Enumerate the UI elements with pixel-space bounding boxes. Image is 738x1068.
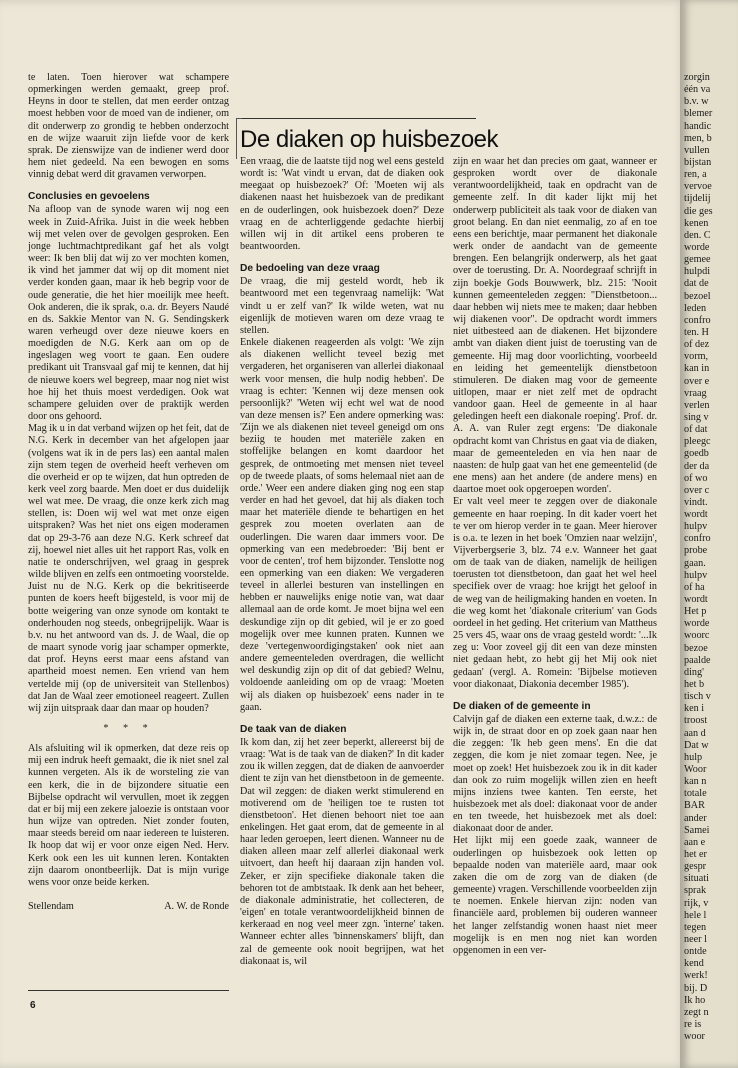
right-page-line: tegen xyxy=(684,921,707,933)
right-page-line: vorm, xyxy=(684,351,709,363)
right-page-line: goedb xyxy=(684,448,709,460)
right-page-line: kend xyxy=(684,958,704,970)
right-page-line: gemee xyxy=(684,254,711,266)
right-page-line: probe xyxy=(684,545,708,557)
right-page-line: sing v xyxy=(684,411,709,423)
col2-paragraph-1: Een vraag, die de laatste tijd nog wel eens gesteld wordt is: 'Wat vindt u ervan, dat de diaken ook meegaat op huisbezoek?' Of: 'Moeten wij als diakenen naast het huisbezoek van de predikant en de ouderlingen, ook huisbezoek doen?' Deze vraag en de achterliggende gedachte hierbij willen wij in dit artikel eens proberen te beantwoorden. xyxy=(240,156,444,253)
right-page xyxy=(680,0,738,1068)
right-page-line: of wo xyxy=(684,472,708,484)
right-page-line: BAR xyxy=(684,800,705,812)
right-page-line: bezoel xyxy=(684,290,711,302)
right-page-line: vervoe xyxy=(684,181,712,193)
right-page-line: neer l xyxy=(684,933,707,945)
col3-paragraph-4: Het lijkt mij een goede zaak, wanneer de ouderlingen op huisbezoek ook letten op bepaalde noden van materiële aard, maar ook zaken die om de zorg van de diaken (de gemeente) vragen. Verschillende voorbeelden zijn te noemen. Enkele hiervan zijn: noden van financiële aard, problemen bij ouderen wanneer het langer zelfstandig wonen haast niet meer mogelijk is en men nog niet kan worden opgenomen in een ver- xyxy=(453,835,657,956)
signature-name: A. W. de Ronde xyxy=(164,901,229,912)
signature-place: Stellendam xyxy=(28,901,74,912)
page-number: 6 xyxy=(30,1000,36,1011)
col3-paragraph-2: Er valt veel meer te zeggen over de diakonale gemeente en haar roeping. In dit kader voert het te ver om hierop verder in te gaan. Meer hierover is o.a. te lezen in het boek 'Omzien naar welzijn', Vijverbergserie 3, blz. 74 e.v. Wanneer het gaat om de taak van de diaken, namelijk de heiligen toerusten tot dienstbetoon, dan gaat het wel heel specifiek over de vraag: hoe krijgt het geloof in de weg van de heiligmaking handen en voeten. In die weg komt het 'diakonale criterium' van Gods oordeel in het geding. Het criterium van Mattheus 25 vers 45, waar ons de vraag gesteld wordt: '...Ik zeg u: Voor zoveel gij dit een van deze minsten niet gedaan hebt, zo hebt gij het Mij ook niet gedaan' (vergl. A. Romein: 'Bijbelse motieven voor diakonaat, Diakonia december 1985'). xyxy=(453,496,657,690)
right-page-line: bezoe xyxy=(684,642,708,654)
right-page-line: b.v. w xyxy=(684,96,709,108)
section-heading-taak: De taak van de diaken xyxy=(240,723,347,735)
right-page-line: verlen xyxy=(684,399,710,411)
section-heading-gemeente: De diaken of de gemeente in xyxy=(453,700,591,712)
right-page-line: Samei xyxy=(684,824,710,836)
right-page-line: aan e xyxy=(684,836,706,848)
column-3 xyxy=(453,156,657,957)
article-title: De diaken op huisbezoek xyxy=(240,126,499,153)
right-page-line: het er xyxy=(684,849,707,860)
col2-paragraph-3: Enkele diakenen reageerden als volgt: 'We zijn als diakenen wellicht teveel bezig met vergaderen, het organiseren van allerlei diakonaal werk voor mensen, die hulp nodig hebben'. De vraag is echter: 'Kennen wij deze mensen ook persoonlijk?' 'Weten wij echt wel wat de nood van deze mensen is?' Een andere opmerking was: 'Zijn we als diakenen niet teveel geneigd om ons beziig te houden met materiële zaken en stoffelijke belangen en komt daardoor het gesprek, de ontmoeting met mensen niet teveel op de tweede plaats, of soms helemaal niet aan de orde.' Weer een andere diaken ging nog een stap verder en had het gevoel, dat hij als diaken toch maar het materiële diende te behartigen en het gesprek zou moeten overlaten aan de ouderlingen. Die waren daar immers voor. De opmerking van een medebroeder: 'Bij bent er voor de centen', trof hem bijzonder. Tenslotte nog een opmerking van een diaken: We vergaderen teveel in allerlei besturen van instellingen en hebben er nauwelijks enige notie van, wat daar allemaal aan de orde komt. Je moet bijna wel een deskundige zijn op dit gebied, wil je er zo goed mogelijk over mee kunnen praten. Kunnen we deze 'vertegenwoordigingstaken' ook niet aan andere gemeenteleden overdragen, die wellicht wel deskundig zijn op dit of dat gebied? Welnu, voldoende aanleiding om op de vraag: 'Moeten wij als diaken op huisbezoek' eens nader in te gaan. xyxy=(240,337,444,713)
right-page-line: ren, a xyxy=(684,169,707,181)
right-page-line: totale xyxy=(684,788,707,800)
right-page-line: zorgin xyxy=(684,72,710,83)
col1-intro: te laten. Toen hierover wat schampere opmerkingen werden gemaakt, greep prof. Heyns in door te stellen, dat men eerder ontzag moest hebben voor de moed van de indiener, om dit onderwerp zo grondig te hebben onderzocht en de wijze waaruit zijn liefde voor de kerk sprak. De zienswijze van de indiener werd door hem niet gedeeld. Na een bewogen en soms vinnig debat werd dit gravamen verworpen. xyxy=(28,72,229,181)
right-page-line: dat de xyxy=(684,278,709,290)
right-page-line: vindt. xyxy=(684,496,708,508)
right-page-line: leden xyxy=(684,302,707,314)
right-page-line: het b xyxy=(684,679,705,691)
right-page-line: zegt n xyxy=(684,1006,709,1018)
right-page-line: kan in xyxy=(684,363,710,375)
right-page-line: vraag xyxy=(684,387,707,399)
col1-paragraph-1: Na afloop van de synode waren wij nog een week in Zuid-Afrika. Juist in die week hebben wij met velen over de gevolgen gesproken. Een jonge luchtmachtpredikant gaf het als volgt weer: Ik ben blij dat wij zo ver mochten komen, ik vind het jammer dat wij op dit moment niet verder konden gaan, maar ik heb begrip voor de oude generatie, die het hier moeilijk mee heeft. Ook anderen, die ik sprak, o.a. dr. Beyers Naudé en ds. Sakkie Mentor van N. G. Sendingskerk waren verheugd over deze nieuwe koers en moedigden de N.G. Kerk aan om op de ingeslagen weg voort te gaan. Een oudere predikant uit Transvaal gaf mij te kennen, dat hij de nieuwe koers wel begreep, maar nog niet wist hoe hij het thuis moest verdedigen. Ook wat schampere geluiden over de praktijk werden door ons gehoord. xyxy=(28,204,229,423)
right-page-line: ken i xyxy=(684,703,705,715)
col3-paragraph-3: Calvijn gaf de diaken een externe taak, d.w.z.: de wijk in, de straat door en op zoek gaan naar hen die zeggen: 'Ik heb geen mens'. En die dat zeggen, die kom je niet zomaar tegen. Nee, je moet op zoek! Het huisbezoek zou ik in dit kader dan ook zo ruim mogelijk willen zien en heeft mijns inziens twee kanten. Ten eerste, het huisbezoek met als doel: diakonaat voor de ander en ten tweede, het huisbezoek met als doel: diakonaat door de ander. xyxy=(453,713,657,835)
right-page-line: aan d xyxy=(684,727,706,739)
right-page-line: paalde xyxy=(684,654,711,666)
right-page-line: gaan. xyxy=(684,557,706,569)
bottom-rule xyxy=(28,990,229,991)
right-page-line: worde xyxy=(684,241,710,253)
right-page-line: ontde xyxy=(684,946,707,958)
right-page-line: ding' xyxy=(684,666,704,678)
right-page-line: woorc xyxy=(684,630,710,642)
section-heading-conclusies: Conclusies en gevoelens xyxy=(28,191,150,203)
right-page-line: re is xyxy=(684,1018,702,1030)
right-page-line: over c xyxy=(684,484,710,496)
right-page-line: wordt xyxy=(684,509,708,521)
right-page-line: Woor xyxy=(684,764,707,776)
right-page-line: gespr xyxy=(684,861,707,873)
right-page-line: Het p xyxy=(684,606,707,618)
right-page-line: tijdelij xyxy=(684,193,711,205)
signature xyxy=(28,901,229,913)
right-page-line: woor xyxy=(684,1031,705,1043)
right-page-line: tisch v xyxy=(684,691,711,703)
right-page-line: kenen xyxy=(684,217,709,229)
column-2 xyxy=(240,156,444,968)
right-page-line: wordt xyxy=(684,594,708,606)
right-page-line: confro xyxy=(684,533,711,545)
right-page-line: blemer xyxy=(684,108,713,120)
right-page-line: sprak xyxy=(684,885,707,897)
col3-paragraph-1: zijn en waar het dan precies om gaat, wanneer er gesproken wordt over de diakonale verantwoordelijkheid, taak en opdracht van de gemeente zelf. In dit kader lijkt mij het onderwerp publiciteit als taak voor de diaken van groot belang. En dan niet eenmalig, zo af en toe eens een berichtje, maar permanent het diakonale werk onder de aandacht van de gemeente brengen. Een belangrijk onderwerp, als het gaat over de toerusting. Dr. A. Noordegraaf schrijft in zijn boekje Gods Bouwwerk, blz. 215: 'Nooit kunnen gemeenteleden zeggen: "Dienstbetoon... daar hebben wij niets mee te maken; daar hebben wij diakenen voor". De opdracht wordt immers niet uitbesteed aan de diakenen. Het bijzondere ambt van diaken dient juist de toerusting van de gemeente. Hij mag door voorlichting, voorbeeld en leiding het gemeentelijk dienstbetoon stimuleren. De diaken mag voor de gemeente uitlopen, maar er niet zelf met de opdracht vandoor gaan. Heel de gemeente in al haar geledingen heeft een diakonale roeping'. Prof. dr. A. A. van Ruler zegt ergens: 'De diakonale opdracht komt van Christus en gaat via de diaken, maar de gemeenteleden en via hen naar de naasten: de hulp gaat van het ene gemeentelid (de ene mens) aan het andere (de andere mens) en daartoe moet ook opgeroepen worden'. xyxy=(453,156,657,496)
col1-paragraph-3: Als afsluiting wil ik opmerken, dat deze reis op mij een indruk heeft gemaakt, die ik niet snel zal kunnen vergeten. Als ik de worsteling zie van een kerk, die in de bijzondere situatie een Bijbelse opdracht wil vervullen, moet ik zeggen dat er bij mij een zekere jaloezie is ontstaan voor hun wijze van optreden. Niet zonder fouten, maar steeds bereid om naar iedereen te luisteren. Ik hoop dat wij er voor onze eigen Ned. Herv. Kerk ook een les uit kunnen leren. Kontakten zijn daarom onontbeerlijk. Dat is mijn vurige wens voor onze beide kerken. xyxy=(28,743,229,888)
right-page-line: hulpv xyxy=(684,569,708,581)
right-page-line: hele l xyxy=(684,909,707,921)
right-page-line: ander xyxy=(684,812,707,824)
right-page-line: bij. D xyxy=(684,982,708,994)
right-page-line: of ha xyxy=(684,581,705,593)
right-page-line: der da xyxy=(684,460,710,472)
right-page-line: of dez xyxy=(684,339,710,351)
col2-paragraph-4: Ik kom dan, zij het zeer beperkt, allereerst bij de vraag: 'Wat is de taak van de diaken?' In dit kader zou ik willen zeggen, dat de diaken de aanvoerder dient te zijn van het dienstbetoon in de gemeente. Dat wil zeggen: de diaken werkt stimulerend en motiverend om de 'heiligen toe te rusten tot dienstbetoon'. Het dienen behoort niet toe aan enkelingen. Het gaat erom, dat de gemeente in al haar leden geroepen, leert dienen. Wanneer nu de diaken alleen maar zelf allerlei diakonaal werk uitvoert, dan heeft hij daaraan zijn handen vol. Zeker, er zijn specifieke diakonale taken die behoren tot de ambtstaak. Ik denk aan het beheer, de diakonale administratie, het collecteren, de 'eigen' en totale verantwoordelijkheid binnen de kerkeraad en nog veel meer zgn. 'interne' taken. Wanneer echter alles 'binnenskamers' blijft, dan zal de gemeente ook nooit begrijpen, wat het diakonaat is, wil xyxy=(240,736,444,967)
right-page-line: die ges xyxy=(684,205,713,217)
col1-paragraph-2: Mag ik u in dat verband wijzen op het feit, dat de N.G. Kerk in december van het afgelopen jaar (volgens wat ik in de pers las) een aantal malen zijn stem tegen de overheid heeft verheven om die overheid er op te wijzen, dat hun optreden de kerk veel zorg baarde. Men doet er dus duidelijk wel wat mee. De vraag, die onze kerk zich mag stellen, is: Doen wij wel wat met onze eigen uitspraken? Was het niet ons eigen moderamen dat op 29-3-76 aan deze N.G. Kerk schreef dat zij, hoewel niet alles uit het rapport Ras, volk en natie te onderschrijven, wel graag in gesprek wilde blijven en zelfs een ontmoeting voorstelde. Juist nu de N.G. Kerk op die bekritiseerde punten de koers heeft bijgesteld, is voor mij de botte weigering van onze synode om kontakt te onderhouden nog steeds, onbegrijpelijk. Waar is b.v. nu het antwoord van ds. J. de Waal, die op de maart synode vorig jaar schamper opmerkte, dat prof. Heyns eerst maar eens afstand van apartheid moest nemen. Een vriend van hem vertelde mij (op de universiteit van Stellenbos) dat Jan de Waal zeer emotioneel reageert. Zullen wij zijn uitspraak daar dan maar op houden? xyxy=(28,423,229,714)
right-page-line: hulpdi xyxy=(684,266,711,278)
right-page-line: Dat w xyxy=(684,739,709,751)
right-page-line: hulp xyxy=(684,751,703,763)
right-page-line: rijk, v xyxy=(684,897,709,909)
right-page-fragments xyxy=(684,72,738,1043)
right-page-line: hulpv xyxy=(684,521,708,533)
right-page-line: één va xyxy=(684,84,711,96)
right-page-line: over e xyxy=(684,375,710,387)
right-page-line: ten. H xyxy=(684,326,709,338)
right-page-line: den. C xyxy=(684,229,711,241)
right-page-line: situati xyxy=(684,873,709,885)
col2-paragraph-2: De vraag, die mij gesteld wordt, heb ik beantwoord met een tegenvraag namelijk: 'Wat vindt u er zelf van?' Ik wilde weten, wat nu eigenlijk de motieven waren om deze vraag te stellen. xyxy=(240,276,444,336)
title-rule xyxy=(236,118,476,119)
right-page-line: worde xyxy=(684,618,710,630)
right-page-line: werk! xyxy=(684,970,708,982)
right-page-line: men, b xyxy=(684,132,712,144)
right-page-line: vullen xyxy=(684,144,710,156)
right-page-line: of dat xyxy=(684,424,708,436)
right-page-line: kan n xyxy=(684,776,707,788)
right-page-line: troost xyxy=(684,715,708,727)
right-page-line: pleegc xyxy=(684,436,711,448)
right-page-line: handic xyxy=(684,120,712,132)
right-page-line: bijstan xyxy=(684,156,712,168)
column-1 xyxy=(28,72,229,913)
section-divider: * * * xyxy=(103,722,154,734)
right-page-line: confro xyxy=(684,314,711,326)
right-page-line: Ik ho xyxy=(684,994,706,1006)
section-heading-bedoeling: De bedoeling van deze vraag xyxy=(240,263,380,275)
